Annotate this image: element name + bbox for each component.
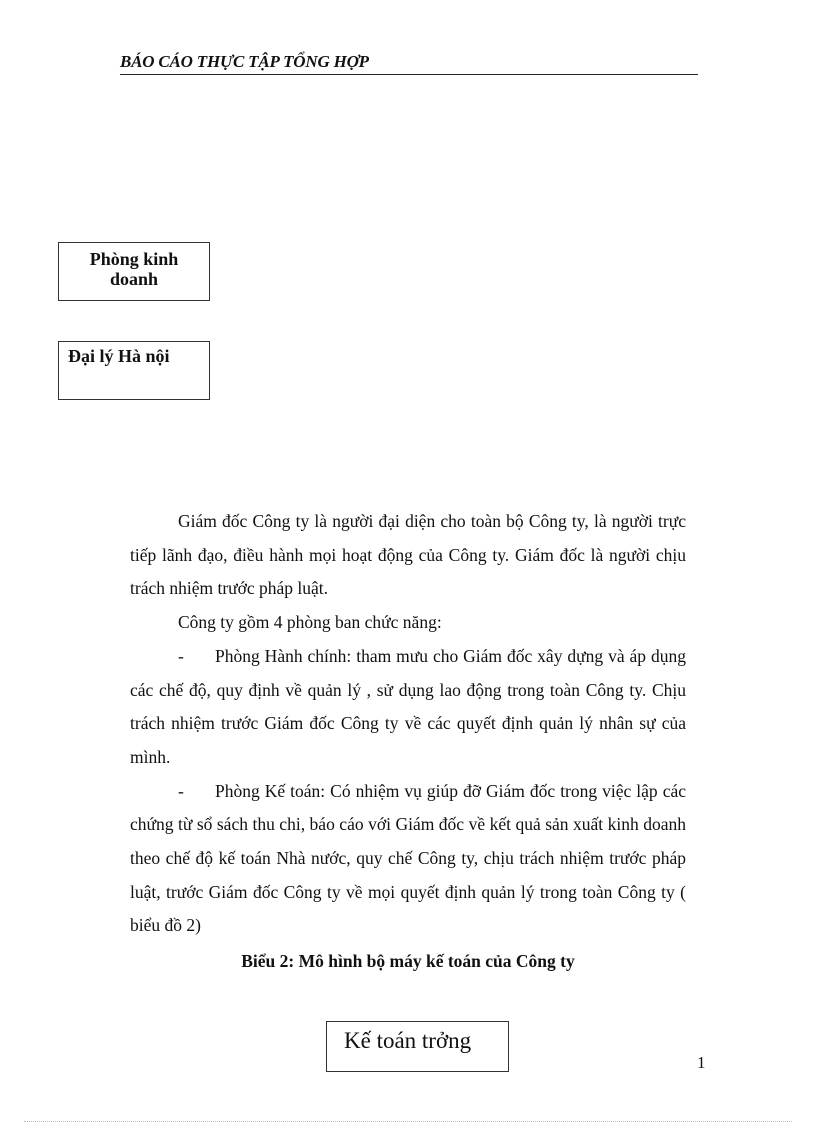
header-divider	[120, 74, 698, 75]
list-dash: -	[178, 645, 184, 666]
org-box-chief-accountant	[326, 1021, 509, 1072]
org-box-sales-department	[58, 242, 210, 301]
figure-caption: Biểu 2: Mô hình bộ máy kế toán của Công ty	[241, 951, 575, 971]
list-dash: -	[178, 780, 184, 801]
list-item-admin-department	[130, 640, 686, 775]
org-box-hanoi-agency	[58, 341, 210, 400]
paragraph-departments-intro: Công ty gồm 4 phòng ban chức năng:	[178, 612, 442, 633]
paragraph-director: Giám đốc Công ty là người đại diện cho toàn bộ Công ty, là người trực tiếp lãnh đạo, điều hành mọi hoạt động của Công ty. Giám đốc là người chịu trách nhiệm trước pháp luật.	[130, 511, 686, 599]
list-item-text: Phòng Hành chính: tham mưu cho Giám đốc xây dựng và áp dụng các chế độ, quy định về quản lý , sử dụng lao động trong toàn Công ty. Chịu trách nhiệm trước Giám đốc Công ty về các quyết định quản lý nhân sự của mình.	[130, 645, 686, 767]
list-item-accounting-department	[130, 775, 686, 944]
org-box-label: Kế toán trởng	[344, 1028, 472, 1053]
org-box-label: Đại lý Hà nội	[68, 346, 170, 366]
org-box-label: Phòng kinh doanh	[89, 249, 179, 289]
report-header-title: BÁO CÁO THỰC TẬP TỔNG HỢP	[120, 52, 369, 71]
list-item-text: Phòng Kế toán: Có nhiệm vụ giúp đỡ Giám đốc trong việc lập các chứng từ sổ sách thu chi, báo cáo với Giám đốc về kết quả sản xuất kinh doanh theo chế độ kế toán Nhà nước, quy chế Công ty, chịu trách nhiệm trước pháp luật, trước Giám đốc Công ty về mọi quyết định quản lý trong toàn Công ty ( biểu đồ 2)	[130, 780, 686, 936]
body-text	[130, 505, 686, 943]
page-bottom-border	[24, 1121, 792, 1122]
page-number: 1	[697, 1053, 706, 1072]
